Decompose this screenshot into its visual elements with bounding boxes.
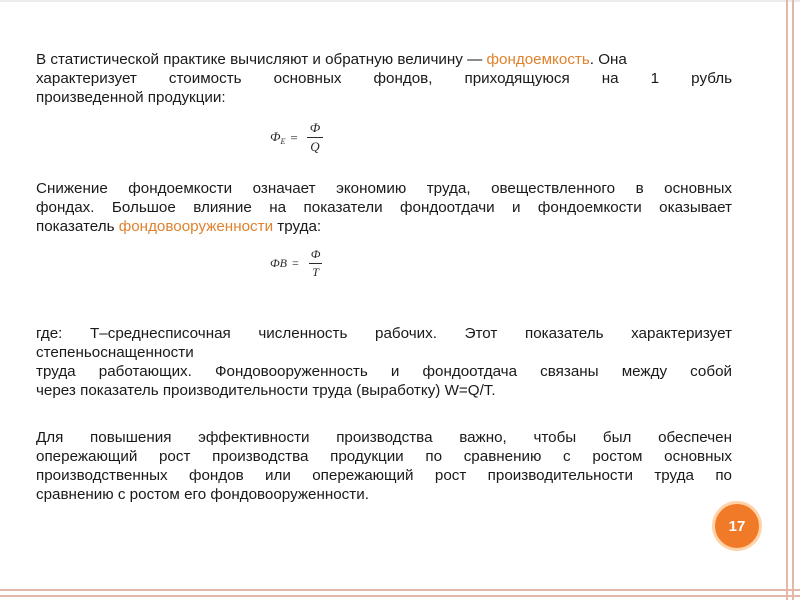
formula-capital-intensity bbox=[270, 120, 323, 155]
paragraph-capital-intensity bbox=[36, 50, 732, 107]
paragraph-line: характеризует стоимость основных фондов, приходящуюся на 1 рубль bbox=[36, 70, 732, 87]
paragraph-line: степеньоснащенности bbox=[36, 344, 194, 361]
frame-right-inner-line bbox=[786, 0, 788, 600]
text-fragment: труда: bbox=[273, 218, 322, 235]
text-fragment: . Она bbox=[589, 51, 627, 68]
paragraph-line bbox=[36, 217, 732, 236]
frame-bottom-inner-line bbox=[0, 589, 800, 591]
paragraph-line bbox=[36, 50, 732, 69]
paragraph-definitions bbox=[36, 324, 732, 400]
formula-lhs: ФВ bbox=[270, 256, 287, 270]
frame-top-line bbox=[0, 0, 800, 2]
paragraph-line: Для повышения эффективности производства важно, чтобы был обеспечен bbox=[36, 429, 732, 446]
formula-lhs: $Ф_Е$ bbox=[270, 129, 286, 146]
formula-numerator: Ф bbox=[310, 247, 321, 261]
formula-fraction bbox=[307, 120, 323, 155]
formula-capital-labor-ratio bbox=[270, 247, 323, 280]
paragraph-line: фондах. Большое влияние на показатели фондоотдачи и фондоемкости оказывает bbox=[36, 199, 732, 216]
text-fragment: В статистической практике вычисляют и обратную величину — bbox=[36, 51, 487, 68]
frame-right-outer-line bbox=[792, 0, 794, 600]
paragraph-line: через показатель производительности труда (выработку) W=Q/T. bbox=[36, 382, 496, 399]
formula-denominator: Т bbox=[309, 263, 322, 280]
formula-numerator: Ф bbox=[309, 120, 321, 135]
formula-fraction bbox=[308, 247, 324, 280]
formula-denominator: Q bbox=[307, 137, 322, 155]
page-number-badge: 17 bbox=[712, 501, 762, 551]
paragraph-capital-labor-ratio bbox=[36, 179, 732, 236]
paragraph-line: труда работающих. Фондовооруженность и фондоотдача связаны между собой bbox=[36, 363, 732, 380]
formula-subscript: Е bbox=[280, 137, 286, 146]
formula-equals: = bbox=[291, 256, 299, 270]
highlighted-term: фондоемкость bbox=[486, 51, 590, 68]
paragraph-line: производственных фондов или опережающий рост производительности труда по bbox=[36, 467, 732, 484]
paragraph-line: Снижение фондоемкости означает экономию труда, овеществленного в основных bbox=[36, 180, 732, 197]
paragraph-line: опережающий рост производства продукции по сравнению с ростом основных bbox=[36, 448, 732, 465]
paragraph-line: произведенной продукции: bbox=[36, 89, 226, 106]
formula-equals: = bbox=[290, 129, 298, 145]
frame-bottom-outer-line bbox=[0, 595, 800, 597]
paragraph-efficiency bbox=[36, 428, 732, 504]
paragraph-line: где: Т–среднесписочная численность рабочих. Этот показатель характеризует bbox=[36, 325, 732, 342]
paragraph-line: сравнению с ростом его фондовооруженности. bbox=[36, 486, 369, 503]
highlighted-term: фондовооруженности bbox=[118, 218, 274, 235]
text-fragment: показатель bbox=[36, 218, 119, 235]
